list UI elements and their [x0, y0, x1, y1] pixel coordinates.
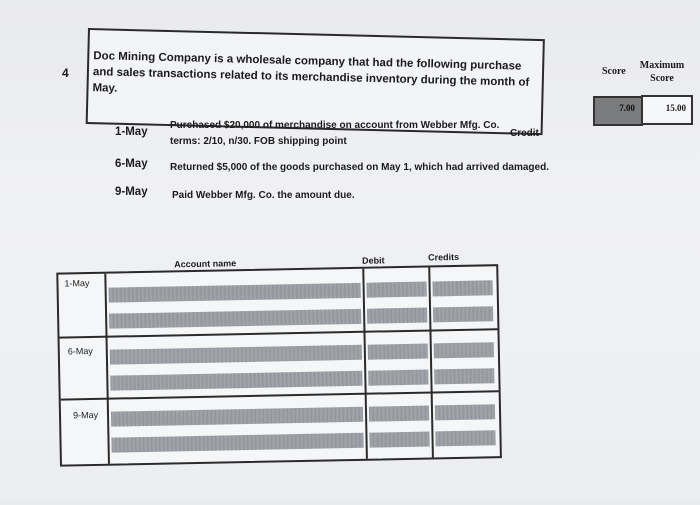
account-input[interactable] — [109, 309, 361, 329]
journal-date: 1-May — [64, 278, 90, 289]
transaction-text: Paid Webber Mfg. Co. the amount due. — [172, 190, 355, 201]
account-input[interactable] — [111, 407, 363, 427]
debit-input[interactable] — [369, 406, 429, 422]
credit-input[interactable] — [434, 342, 494, 358]
transaction-date: 6-May — [115, 158, 148, 170]
debit-input[interactable] — [368, 370, 428, 386]
account-name-header: Account name — [174, 258, 237, 270]
account-input[interactable] — [110, 345, 362, 365]
question-number: 4 — [62, 66, 69, 80]
account-input[interactable] — [110, 371, 362, 391]
debit-header: Debit — [362, 255, 385, 266]
journal-date: 9-May — [72, 409, 99, 421]
transaction-text: Purchased $20,000 of merchandise on account from Webber Mfg. Co. — [170, 120, 500, 131]
question-text: Doc Mining Company is a wholesale company that had the following purchase and sales transactions related to its merchandise inventory during the month of May. — [92, 50, 530, 95]
credit-input[interactable] — [433, 306, 493, 322]
credit-input[interactable] — [435, 404, 495, 420]
account-input[interactable] — [109, 283, 361, 303]
debit-input[interactable] — [367, 282, 427, 298]
transaction-text: Returned $5,000 of the goods purchased on May 1, which had arrived damaged. — [170, 162, 549, 173]
transaction-date: 9-May — [115, 186, 148, 198]
score-label: Score — [602, 66, 626, 77]
account-input[interactable] — [111, 433, 363, 453]
debit-input[interactable] — [367, 308, 427, 324]
debit-input[interactable] — [368, 344, 428, 360]
group-divider — [60, 328, 498, 338]
transaction-extra: Credit — [510, 128, 539, 139]
max-score-label: Maximum Score — [639, 60, 685, 84]
debit-input[interactable] — [369, 432, 429, 448]
score-value: 7.00 — [619, 103, 635, 113]
transaction-date: 1-May — [115, 126, 148, 138]
group-divider — [61, 390, 499, 400]
credit-input[interactable] — [433, 280, 493, 296]
credit-header: Credits — [427, 251, 460, 263]
credit-input[interactable] — [434, 368, 494, 384]
credit-input[interactable] — [435, 430, 495, 446]
transaction-text-line2: terms: 2/10, n/30. FOB shipping point — [170, 136, 347, 147]
journal-date: 6-May — [67, 345, 93, 357]
journal-table — [56, 264, 502, 466]
max-score-value: 15.00 — [665, 103, 686, 113]
